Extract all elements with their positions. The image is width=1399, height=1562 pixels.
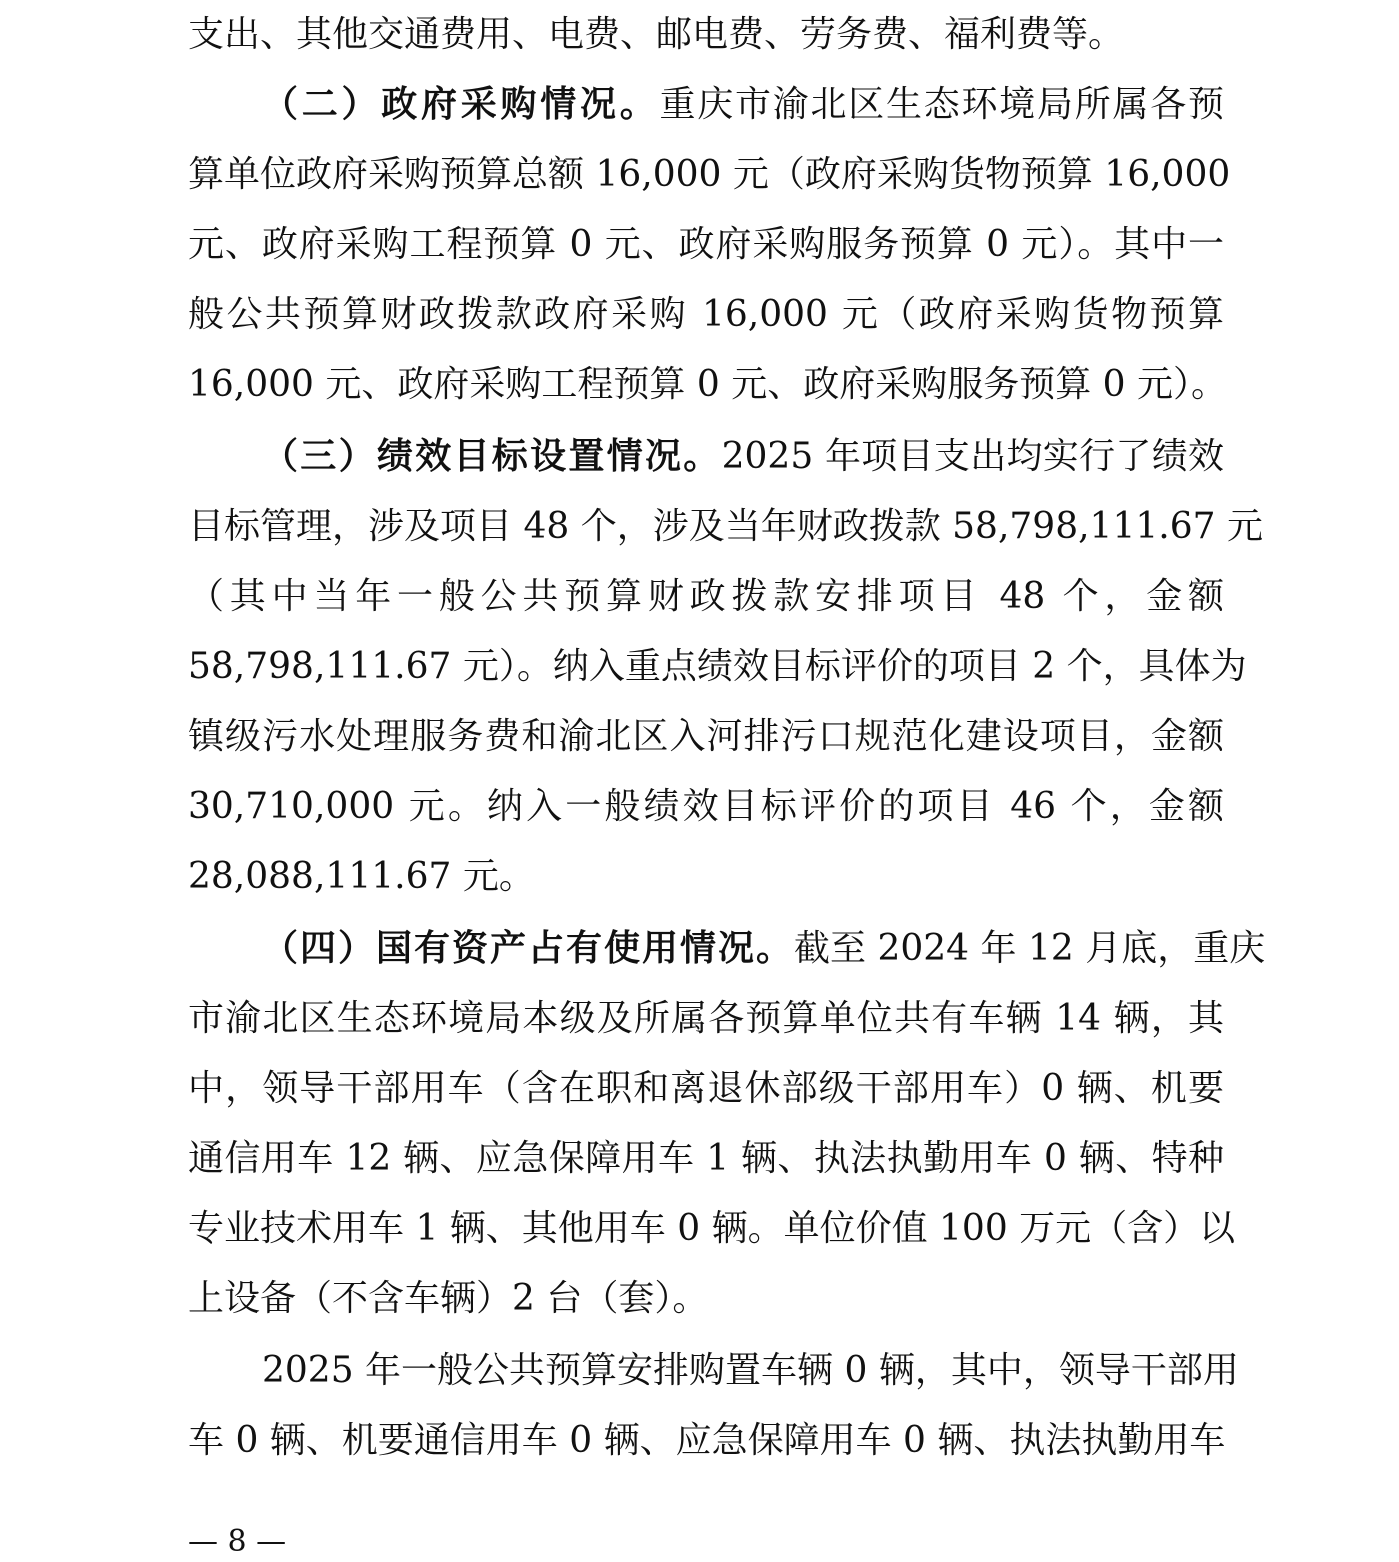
line-20-body: 2025 年一般公共预算安排购置车辆 0 辆，其中，领导干部用 [262, 1350, 1239, 1391]
text-line-19 [188, 1264, 1224, 1334]
line-2-body: 重庆市渝北区生态环境局所属各预 [659, 84, 1224, 125]
text-line-2 [262, 70, 1224, 140]
text-line-21 [188, 1406, 1224, 1476]
line-8-body: 目标管理，涉及项目 48 个，涉及当年财政拨款 58,798,111.67 元 [188, 506, 1263, 547]
text-line-12 [188, 772, 1224, 842]
page-number: — 8 — [188, 1524, 287, 1559]
text-line-11 [188, 702, 1224, 772]
line-3-body: 算单位政府采购预算总额 16,000 元（政府采购货物预算 16,000 [188, 154, 1231, 195]
line-18-body: 专业技术用车 1 辆、其他用车 0 辆。单位价值 100 万元（含）以 [188, 1208, 1236, 1249]
text-line-4 [188, 210, 1224, 280]
section-heading-3: （三）绩效目标设置情况。 [262, 436, 722, 477]
line-21-body: 车 0 辆、机要通信用车 0 辆、应急保障用车 0 辆、执法执勤用车 [188, 1420, 1226, 1461]
line-9-body: （其中当年一般公共预算财政拨款安排项目 48 个，金额 [188, 576, 1224, 617]
line-1-body: 支出、其他交通费用、电费、邮电费、劳务费、福利费等。 [188, 14, 1125, 55]
text-line-20 [262, 1336, 1239, 1406]
line-19-body: 上设备（不含车辆）2 台（套）。 [188, 1278, 709, 1319]
text-line-13 [188, 842, 1224, 912]
text-line-15 [188, 984, 1224, 1054]
text-line-1 [188, 0, 1224, 70]
text-line-18 [188, 1194, 1236, 1264]
line-14-body: 截至 2024 年 12 月底，重庆 [794, 928, 1266, 969]
section-heading-4: （四）国有资产占有使用情况。 [262, 928, 795, 969]
text-line-14 [262, 914, 1266, 984]
line-12-body: 30,710,000 元。纳入一般绩效目标评价的项目 46 个，金额 [188, 786, 1224, 827]
text-line-7 [262, 422, 1224, 492]
text-line-9 [188, 562, 1224, 632]
line-10-body: 58,798,111.67 元）。纳入重点绩效目标评价的项目 2 个，具体为 [188, 646, 1247, 687]
text-line-8 [188, 492, 1263, 562]
line-6-body: 16,000 元、政府采购工程预算 0 元、政府采购服务预算 0 元）。 [188, 364, 1227, 405]
text-line-5 [188, 280, 1224, 350]
text-line-16 [188, 1054, 1224, 1124]
line-15-body: 市渝北区生态环境局本级及所属各预算单位共有车辆 14 辆，其 [188, 998, 1224, 1039]
text-line-10 [188, 632, 1247, 702]
line-13-body: 28,088,111.67 元。 [188, 856, 535, 897]
line-4-body: 元、政府采购工程预算 0 元、政府采购服务预算 0 元）。其中一 [188, 224, 1224, 265]
line-7-body: 2025 年项目支出均实行了绩效 [721, 436, 1224, 477]
line-17-body: 通信用车 12 辆、应急保障用车 1 辆、执法执勤用车 0 辆、特种 [188, 1138, 1224, 1179]
line-5-body: 般公共预算财政拨款政府采购 16,000 元（政府采购货物预算 [188, 294, 1224, 335]
text-line-3 [188, 140, 1231, 210]
line-11-body: 镇级污水处理服务费和渝北区入河排污口规范化建设项目，金额 [188, 716, 1224, 757]
section-heading-2: （二）政府采购情况。 [262, 84, 660, 125]
line-16-body: 中，领导干部用车（含在职和离退休部级干部用车）0 辆、机要 [188, 1068, 1224, 1109]
text-line-17 [188, 1124, 1224, 1194]
text-line-6 [188, 350, 1227, 420]
